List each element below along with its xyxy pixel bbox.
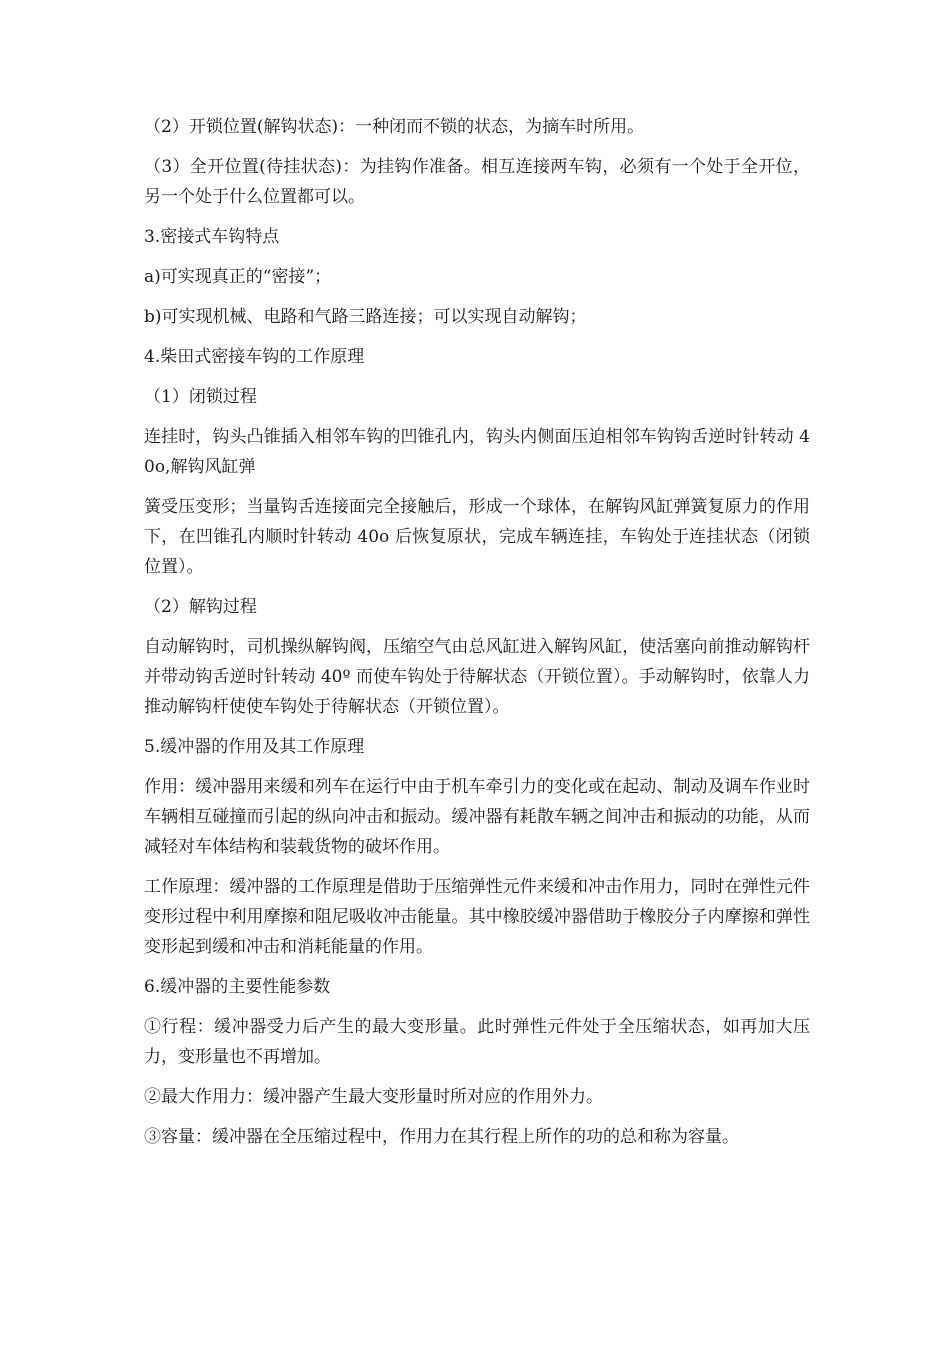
list-item-b: b)可实现机械、电路和气路三路连接；可以实现自动解钩； [144,307,587,327]
document-body [144,112,810,1162]
parameter-stroke: ①行程：缓冲器受力后产生的最大变形量。此时弹性元件处于全压缩状态，如再加大压力，变形量也不再增加。 [144,1017,810,1067]
subheading-locking-process: （1）闭锁过程 [144,387,257,407]
paragraph-full-open-position: （3）全开位置(待挂状态)：为挂钩作准备。相互连接两车钩，必须有一个处于全开位，另一个处于什么位置都可以。 [144,157,810,207]
section-heading-4: 4.柴田式密接车钩的工作原理 [144,347,365,367]
paragraph-buffer-principle: 工作原理：缓冲器的工作原理是借助于压缩弹性元件来缓和冲击作用力，同时在弹性元件变形过程中利用摩擦和阻尼吸收冲击能量。其中橡胶缓冲器借助于橡胶分子内摩擦和弹性变形起到缓和冲击和消耗能量的作用。 [144,877,810,957]
paragraph-unlock-position: （2）开锁位置(解钩状态)：一种闭而不锁的状态，为摘车时所用。 [144,117,645,137]
subheading-uncoupling-process: （2）解钩过程 [144,597,257,617]
section-heading-5: 5.缓冲器的作用及其工作原理 [144,737,365,757]
section-heading-6: 6.缓冲器的主要性能参数 [144,977,331,997]
section-heading-3: 3.密接式车钩特点 [144,227,280,247]
paragraph-coupling-1: 连挂时，钩头凸锥插入相邻车钩的凹锥孔内，钩头内侧面压迫相邻车钩钩舌逆时针转动 40o,解钩风缸弹 [144,427,810,477]
parameter-capacity: ③容量：缓冲器在全压缩过程中，作用力在其行程上所作的功的总和称为容量。 [144,1127,739,1147]
list-item-a: a)可实现真正的“密接”； [144,267,332,287]
paragraph-uncoupling: 自动解钩时，司机操纵解钩阀，压缩空气由总风缸进入解钩风缸，使活塞向前推动解钩杆并带动钩舌逆时针转动 40º 而使车钩处于待解状态（开锁位置）。手动解钩时，依靠人力推动解钩杆使使车钩处于待解状态（开锁位置）。 [144,637,810,717]
parameter-max-force: ②最大作用力：缓冲器产生最大变形量时所对应的作用外力。 [144,1087,603,1107]
paragraph-buffer-function: 作用：缓冲器用来缓和列车在运行中由于机车牵引力的变化或在起动、制动及调车作业时车辆相互碰撞而引起的纵向冲击和振动。缓冲器有耗散车辆之间冲击和振动的功能，从而减轻对车体结构和装载货物的破坏作用。 [144,777,810,857]
paragraph-coupling-2: 簧受压变形；当量钩舌连接面完全接触后，形成一个球体，在解钩风缸弹簧复原力的作用下，在凹锥孔内顺时针转动 40o 后恢复原状，完成车辆连挂，车钩处于连挂状态（闭锁位置）。 [144,497,810,577]
